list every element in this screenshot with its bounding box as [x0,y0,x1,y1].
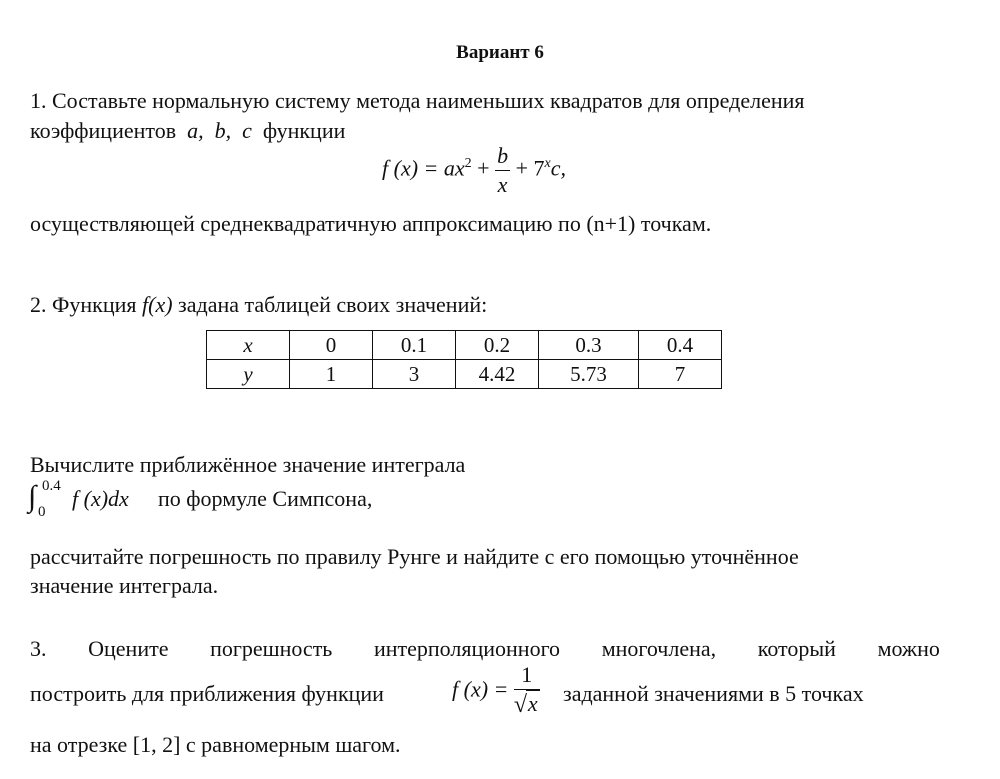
task3-word: можно [877,636,940,661]
runge-line2: значение интеграла. [30,573,219,598]
values-table [206,330,722,389]
task3-fraction-denominator [513,690,540,718]
integral-line [28,478,588,522]
table-cell: 0.4 [639,331,722,360]
table-cell: 5.73 [539,360,639,389]
task2-line1 [30,292,487,318]
task3-line3-suffix: с равномерным шагом. [185,732,401,757]
task2-prefix: 2. Функция [30,292,137,317]
integral-upper: 0.4 [42,478,61,494]
formula-seven: + 7 [515,155,545,181]
task1-line2 [30,118,345,144]
task3-line2-suffix: заданной значениями в 5 точках [563,681,864,706]
task3-line3 [30,732,401,758]
task3-word: интерполяционного [373,636,561,661]
table-cell: 1 [290,360,373,389]
task3-fraction [513,662,540,718]
formula-plus: + [477,155,490,181]
integral-body: f (x)dx [72,486,129,511]
fraction-denominator: x [497,172,508,197]
task2-function: f(x) [142,292,173,317]
integral-lower: 0 [38,504,46,520]
table-cell: 0 [290,331,373,360]
variant-title: Вариант 6 [456,42,544,63]
table-cell: 0.2 [456,331,539,360]
table-row-x [207,331,722,360]
formula-power: 2 [464,156,472,172]
coef-c: c [242,118,252,143]
task1-line3: осуществляющей среднеквадратичную аппроксимацию по (n+1) точкам. [30,211,712,236]
task1-formula [382,145,566,196]
formula-end: c, [550,155,566,181]
table-cell: 4.42 [456,360,539,389]
task3-word: который [757,636,836,661]
formula-lhs: f (x) = ax [382,155,465,181]
segment: [1, 2] [132,732,181,757]
task1-line1: 1. Составьте нормальную систему метода наименьших квадратов для определения [30,88,805,113]
table-row-y [207,360,722,389]
task3-word: многочлена, [601,636,717,661]
task2-calc-line: Вычислите приближённое значение интеграла [30,452,466,477]
integral-sign: ∫ [28,480,37,513]
task3-line2-prefix: построить для приближения функции [30,681,384,706]
task3-word: погрешность [210,636,333,661]
coef-b: b, [214,118,232,143]
table-cell: 0.1 [373,331,456,360]
table-cell: y [207,360,290,389]
formula-seven-power: x [544,156,551,172]
task3-fraction-numerator: 1 [514,664,540,690]
integral-suffix: по формуле Симпсона, [158,486,373,511]
table-cell: 3 [373,360,456,389]
formula-fraction [495,145,510,196]
runge-line1: рассчитайте погрешность по правилу Рунге и найдите с его помощью уточнённое [30,544,799,569]
task1-function-word: функции [262,118,346,143]
task3-line1 [30,636,940,662]
task3-word: Оцените [88,636,169,661]
table-cell: 7 [639,360,722,389]
task3-function [452,662,540,718]
task3-func-lhs: f (x) = [452,676,509,702]
table-cell: x [207,331,290,360]
coef-a: a, [187,118,204,143]
task2-suffix: задана таблицей своих значений: [178,292,488,317]
task3-line3-prefix: на отрезке [30,732,128,757]
task3-word: 3. [30,636,47,661]
sqrt-icon: √ x [513,691,538,718]
table-cell: 0.3 [539,331,639,360]
fraction-numerator: b [495,145,510,171]
task1-coef-prefix: коэффициентов [30,118,177,143]
